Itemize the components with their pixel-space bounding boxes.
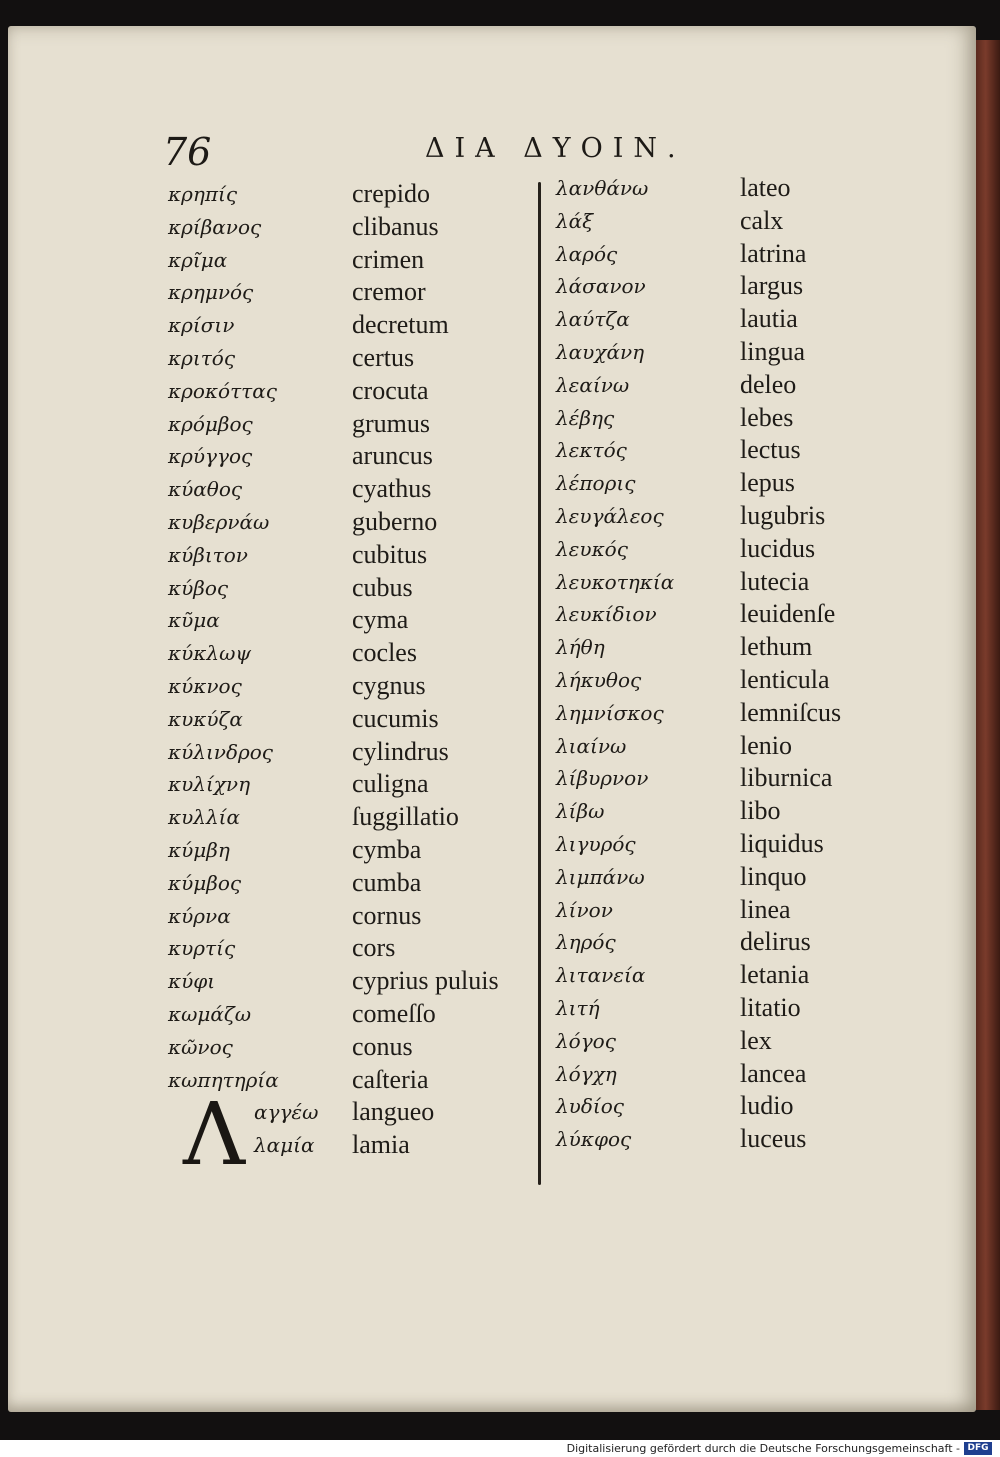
greek-entry: κυκύζα	[168, 706, 243, 731]
latin-entry: lateo	[740, 173, 791, 202]
latin-entry: lenticula	[740, 664, 830, 694]
latin-entry: linea	[740, 894, 791, 924]
greek-entry: λανθάνω	[556, 176, 649, 200]
latin-entry: cors	[352, 933, 396, 963]
latin-entry: lugubris	[740, 500, 826, 530]
greek-entry: λόγος	[556, 1028, 616, 1053]
greek-entry: κύρνα	[168, 903, 231, 928]
greek-entry: λεκτός	[556, 438, 627, 463]
latin-entry: lex	[740, 1025, 772, 1055]
latin-entry: linquo	[740, 861, 807, 891]
latin-entry: crimen	[352, 244, 425, 274]
greek-entry: ληρός	[556, 930, 616, 955]
greek-entry: λέβης	[556, 405, 615, 430]
latin-entry: ludio	[740, 1091, 794, 1121]
latin-entry: cremor	[352, 277, 426, 307]
greek-entry: λαμία	[254, 1133, 315, 1158]
latin-entry: conus	[352, 1031, 413, 1061]
greek-entry: κυβερνάω	[168, 509, 270, 534]
latin-entry: cocles	[352, 638, 417, 668]
greek-entry: κύμβη	[168, 837, 230, 862]
greek-entry: λευκοτηκία	[556, 569, 675, 594]
latin-entry: latrina	[740, 238, 807, 268]
greek-entry: λεαίνω	[556, 372, 630, 397]
greek-entry: λήθη	[556, 635, 605, 660]
latin-entry: cucumis	[352, 703, 439, 733]
greek-entry: κύμβος	[168, 870, 242, 895]
greek-entry: κρῖμα	[168, 247, 228, 272]
latin-entry: lancea	[740, 1058, 807, 1088]
latin-entry: lucidus	[740, 533, 816, 563]
latin-entry: letania	[740, 960, 810, 990]
latin-entry: guberno	[352, 506, 438, 536]
latin-entry: cubus	[352, 572, 413, 602]
greek-entry: κυρτίς	[168, 936, 236, 961]
latin-entry: liburnica	[740, 763, 833, 793]
decorated-initial-lambda: Λ	[183, 1085, 246, 1185]
greek-entry: κύκλωψ	[168, 641, 252, 666]
greek-entry: λιτανεία	[556, 963, 646, 988]
latin-entry: culigna	[352, 769, 429, 799]
latin-entry: lepus	[740, 468, 795, 498]
latin-entry: cyathus	[352, 474, 432, 504]
greek-entry: λιαίνω	[556, 733, 627, 758]
column-divider-rule	[538, 182, 541, 1185]
greek-entry: κύφι	[168, 969, 216, 994]
greek-entry: κυλίχνη	[168, 772, 251, 797]
latin-entry: lutecia	[740, 566, 810, 596]
greek-entry: κύκνος	[168, 673, 242, 698]
greek-entry: κύλινδρος	[168, 739, 273, 764]
greek-entry: κρηπίς	[168, 182, 238, 206]
latin-entry: ſuggillatio	[352, 802, 459, 832]
latin-entry: certus	[352, 342, 415, 372]
greek-entry: κρύγγος	[168, 444, 253, 469]
greek-entry: λήκυθος	[556, 667, 642, 692]
greek-entry: κωμάζω	[168, 1001, 252, 1026]
latin-entry: leuidenſe	[740, 599, 836, 629]
latin-entry: lautia	[740, 304, 798, 334]
greek-entry: λάσανον	[556, 274, 646, 299]
greek-entry: αγγέω	[254, 1100, 319, 1125]
greek-entry: λευγάλεος	[556, 503, 664, 528]
latin-entry: litatio	[740, 992, 801, 1022]
book-page-edge	[976, 40, 1000, 1410]
greek-entry: λύκφος	[556, 1127, 632, 1152]
greek-entry: λαρός	[556, 241, 618, 266]
greek-entry: λευκίδιον	[556, 602, 657, 627]
footer-credit: Digitalisierung gefördert durch die Deutsche Forschungsgemeinschaft -	[566, 1442, 960, 1455]
greek-entry: λαύτζα	[556, 307, 630, 332]
latin-entry: decretum	[352, 310, 449, 340]
latin-entry: cylindrus	[352, 736, 449, 766]
latin-entry: crepido	[352, 179, 430, 208]
greek-entry: λαυχάνη	[556, 339, 645, 364]
latin-entry: comeſſo	[352, 998, 436, 1028]
left-latin-column	[352, 178, 499, 1162]
greek-entry: κῶνος	[168, 1034, 233, 1059]
latin-entry: cornus	[352, 900, 422, 930]
latin-entry: cymba	[352, 834, 422, 864]
latin-entry: crocuta	[352, 375, 429, 405]
latin-entry: cyprius puluis	[352, 966, 499, 996]
greek-entry: κρίβανος	[168, 214, 262, 239]
latin-entry: aruncus	[352, 441, 433, 471]
greek-entry: κρίσιν	[168, 313, 235, 338]
latin-entry: largus	[740, 271, 804, 301]
latin-entry: lamia	[352, 1130, 410, 1160]
right-greek-column	[556, 172, 674, 1156]
greek-entry: λευκός	[556, 536, 628, 561]
right-latin-column	[740, 172, 841, 1156]
dfg-logo: DFG	[964, 1442, 992, 1455]
latin-entry: lethum	[740, 632, 813, 662]
latin-entry: cyma	[352, 605, 409, 635]
greek-entry: λίβυρνον	[556, 766, 649, 791]
latin-entry: cygnus	[352, 670, 426, 700]
greek-entry: λίνον	[556, 897, 613, 922]
greek-entry: κῦμα	[168, 608, 220, 633]
latin-entry: lebes	[740, 402, 794, 432]
latin-entry: grumus	[352, 408, 430, 438]
latin-entry: langueo	[352, 1097, 435, 1127]
greek-entry: κύβος	[168, 575, 229, 600]
latin-entry: lemniſcus	[740, 697, 842, 727]
greek-entry: λιμπάνω	[556, 864, 645, 889]
greek-entry: κριτός	[168, 345, 236, 370]
running-title: ΔΙΑ ΔΥΟΙΝ.	[425, 133, 686, 164]
greek-entry: κωπητηρία	[168, 1067, 279, 1092]
greek-entry: λημνίσκος	[556, 700, 664, 725]
latin-entry: liquidus	[740, 828, 824, 858]
greek-entry: λάξ	[556, 208, 594, 233]
latin-entry: libo	[740, 796, 781, 826]
greek-entry: κρημνός	[168, 280, 254, 305]
latin-entry: luceus	[740, 1124, 807, 1154]
latin-entry: deleo	[740, 369, 797, 399]
latin-entry: cumba	[352, 867, 422, 897]
latin-entry: clibanus	[352, 211, 439, 241]
greek-entry: κυλλία	[168, 805, 240, 830]
greek-entry: λιγυρός	[556, 831, 636, 856]
greek-entry: λόγχη	[556, 1061, 617, 1086]
greek-entry: λυδίος	[556, 1094, 624, 1119]
latin-entry: lingua	[740, 336, 805, 366]
latin-entry: lenio	[740, 730, 792, 760]
latin-entry: calx	[740, 205, 784, 235]
left-greek-column	[168, 178, 318, 1162]
latin-entry: cubitus	[352, 539, 428, 569]
greek-entry: λιτή	[556, 995, 600, 1020]
page-number: 76	[163, 130, 212, 174]
latin-entry: caſteria	[352, 1064, 429, 1094]
latin-entry: delirus	[740, 927, 811, 957]
greek-entry: λέπορις	[556, 471, 636, 496]
latin-entry: lectus	[740, 435, 801, 465]
greek-entry: κρόμβος	[168, 411, 253, 436]
greek-entry: κροκόττας	[168, 378, 277, 403]
greek-entry: κύβιτον	[168, 542, 248, 567]
greek-entry: λίβω	[556, 799, 605, 824]
greek-entry: κύαθος	[168, 477, 243, 502]
